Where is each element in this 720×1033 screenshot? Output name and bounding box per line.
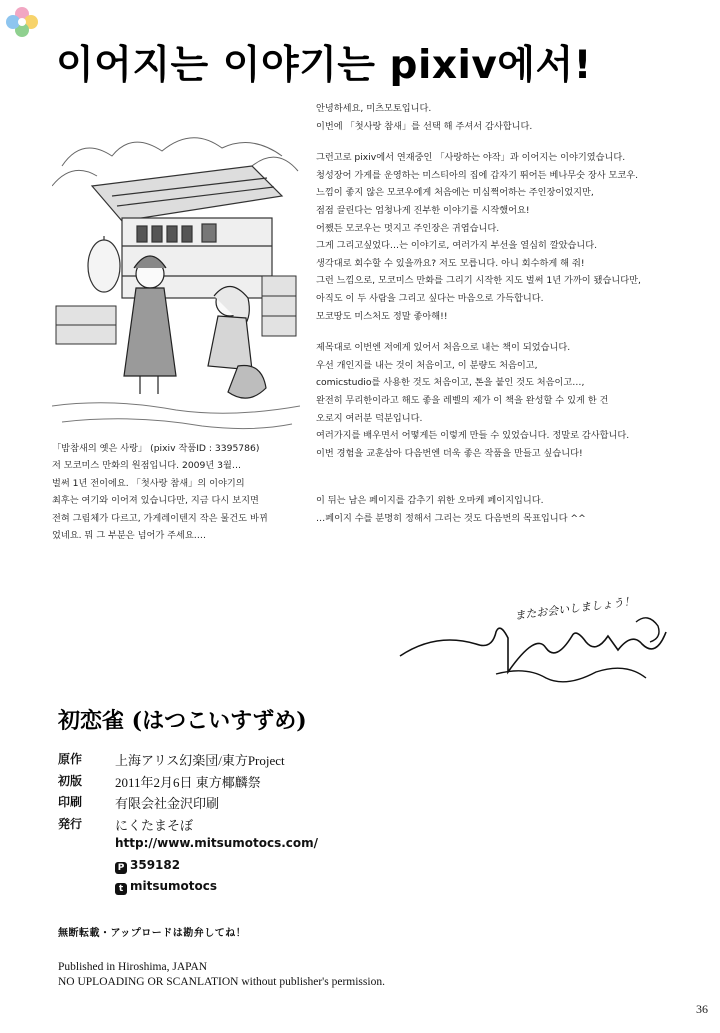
letter-line: 그런 느낌으로, 모코미스 만화를 그리기 시작한 지도 벌써 1년 가까이 됐습니다만, <box>316 275 641 287</box>
stall-roof <box>92 166 282 221</box>
contact-row <box>58 858 418 880</box>
book-title: 初恋雀 (はつこいすずめ) <box>58 708 307 734</box>
letter-line: …페이지 수를 분명히 정해서 그리는 것도 다음번의 목표입니다 ^^ <box>316 512 586 524</box>
colophon-row <box>58 815 418 837</box>
publication-notice <box>58 960 385 990</box>
published-line: NO UPLOADING OR SCANLATION without publisher's permission. <box>58 976 385 988</box>
flower-logo-icon <box>4 4 40 40</box>
page-number: 36 <box>696 1002 708 1016</box>
upload-notice: 無断転載・アップロードは勘弁してね！ <box>58 928 247 939</box>
letter-line: 여러가지를 배우면서 어떻게든 이렇게 만들 수 있었습니다. 정말로 감사합니다. <box>316 430 630 442</box>
letter-line: 모코땅도 미스처도 정말 좋아해!! <box>316 310 448 322</box>
contact-row <box>58 836 418 858</box>
colophon-key: 原作 <box>58 752 83 766</box>
letter-line: 청성장어 가게를 운영하는 미스티아의 집에 갑자기 뛰어든 베나무숫 장사 모코우. <box>316 169 639 181</box>
pixiv-icon: P <box>115 862 127 874</box>
colophon-key: 発行 <box>58 816 83 831</box>
letter-line: 이번에 「첫사랑 참새」를 선택 해 주셔서 감사합니다. <box>316 120 533 132</box>
colophon-row <box>58 772 418 794</box>
stall-illustration <box>52 126 300 434</box>
illustration-caption <box>52 440 302 544</box>
caption-line: 저 모코미스 만화의 원점입니다. 2009년 3월… <box>52 460 242 472</box>
caption-line: 「밤참새의 옛은 사랑」 (pixiv 작품ID : 3395786) <box>52 443 260 454</box>
colophon-value: 有限会社金沢印刷 <box>115 796 220 811</box>
colophon-key: 初版 <box>58 773 83 788</box>
page-headline: 이어지는 이야기는 pixiv에서! <box>56 43 592 88</box>
letter-line: 이번 경험을 교훈삼아 다음번엔 더욱 좋은 작품을 만들고 싶습니다! <box>316 447 583 459</box>
letter-line: 완전히 무리한이라고 해도 좋을 레벨의 제가 이 책을 완성할 수 있게 한 건 <box>316 394 609 406</box>
colophon-key: 印刷 <box>58 795 83 809</box>
author-letter <box>316 100 696 527</box>
published-line: Published in Hiroshima, JAPAN <box>58 961 208 973</box>
twitter-icon: t <box>115 883 127 895</box>
letter-line: comicstudio를 사용한 것도 처음이고, 톤을 붙인 것도 처음이고…, <box>316 377 585 389</box>
pixiv-contact[interactable] <box>115 858 180 874</box>
letter-line: 점점 끌린다는 엄청나게 진부한 이야기를 시작했어요! <box>316 204 530 216</box>
author-signature <box>396 592 686 702</box>
caption-line: 최후는 여기와 이어져 있습니다만, 지금 다시 보지면 <box>52 495 259 507</box>
lantern <box>88 236 120 292</box>
colophon-value: 上海アリス幻楽団/東方Project <box>115 753 285 768</box>
caption-line: 전혀 그림체가 다르고, 가게레이텐지 작은 물건도 바뀌 <box>52 512 268 524</box>
letter-line: 안녕하세요, 미츠모토입니다. <box>316 103 432 114</box>
letter-line: 이 뒤는 남은 페이지를 감추기 위한 오마케 페이지입니다. <box>316 495 544 507</box>
letter-line: 아직도 이 두 사람을 그리고 싶다는 마음으로 가득합니다. <box>316 292 544 304</box>
letter-line: 어쨌든 모코우는 멋지고 주인장은 귀엽습니다. <box>316 222 500 234</box>
colophon-row <box>58 793 418 815</box>
signature-note: またお会いしましょう！ <box>513 594 636 623</box>
ground <box>52 403 300 429</box>
caption-line: 벌써 1년 전이에요. 「첫사랑 참새」의 이야기의 <box>52 477 245 489</box>
twitter-contact[interactable] <box>115 879 217 895</box>
letter-line: 그게 그리고싶었다…는 이야기로, 여러가지 부선을 열심히 깔았습니다. <box>316 240 598 252</box>
letter-line: 그런고로 pixiv에서 연재중인 「사랑하는 야작」과 이어지는 이야기였습니다. <box>316 152 626 164</box>
contact-row <box>58 879 418 901</box>
colophon-row <box>58 750 418 772</box>
letter-line: 제목대로 이번엔 저에게 있어서 처음으로 내는 책이 되었습니다. <box>316 342 571 354</box>
letter-line: 느낌이 좋지 않은 모코우에게 처음에는 미심쩍어하는 주인장이었지만, <box>316 187 594 199</box>
website-link[interactable]: http://www.mitsumotocs.com/ <box>115 836 319 850</box>
colophon-value: 2011年2月6日 東方椰麟祭 <box>115 774 261 790</box>
pixiv-id: 359182 <box>130 857 181 872</box>
twitter-handle: mitsumotocs <box>130 879 218 893</box>
letter-line: 생각대로 회수할 수 있을까요? 저도 모릅니다. 아니 회수하게 해 줘! <box>316 257 585 269</box>
colophon-value: にくたまそぼ <box>115 817 194 833</box>
letter-line: 우선 개인지를 내는 것이 처음이고, 이 분량도 처음이고, <box>316 359 538 371</box>
signature-scrawl <box>396 592 686 702</box>
colophon <box>58 750 418 901</box>
character-right <box>208 286 266 398</box>
caption-line: 었네요. 뭐 그 부분은 넘어가 주세요…. <box>52 530 206 542</box>
letter-line: 오로지 여러분 덕분입니다. <box>316 412 423 424</box>
